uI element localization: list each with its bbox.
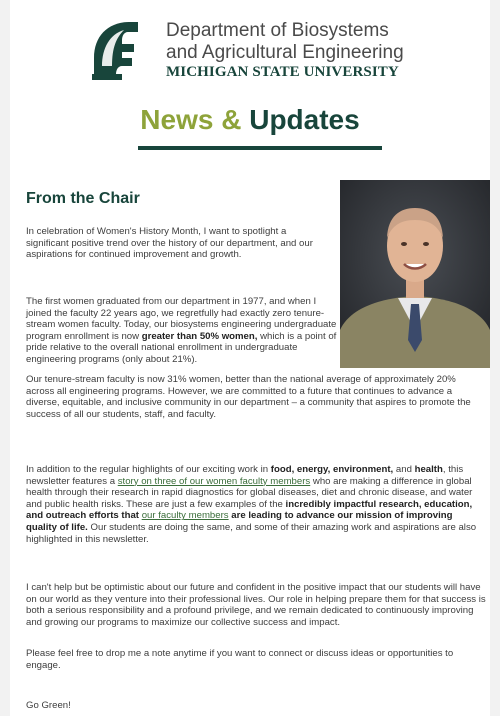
highlights-text-e: Our students are doing the same, and some of their amazing work and aspirations are also highlighted in this newsletter. [26, 521, 477, 545]
title-underline [138, 146, 382, 150]
section-heading: From the Chair [26, 190, 140, 207]
newsletter-page [10, 0, 490, 716]
highlights-bold-d: are leading to advance our mission of improving quality of life. [26, 510, 453, 533]
paragraph-contact: Please feel free to drop me a note anytime if you want to connect or discuss ideas or opportunities to engage. [26, 648, 454, 671]
highlights-bold-c: incredibly impactful research, education, and outreach efforts that [26, 498, 473, 522]
women-faculty-story-link[interactable]: story on three of our women faculty members [117, 475, 311, 487]
portrait-image [340, 180, 490, 368]
history-text-b: which is a point of pride relative to the overall national enrollment in undergraduate engineering programs (only about 21%). [26, 330, 337, 365]
highlights-text-b: and [395, 464, 412, 475]
paragraph-highlights [26, 464, 486, 545]
sign-off: Go Green! [26, 700, 71, 711]
department-line-1: Department of Biosystems [166, 20, 389, 41]
spartan-helmet-icon [88, 18, 144, 84]
highlights-bold-b: health [414, 464, 443, 475]
title-word-news: News & [140, 104, 242, 135]
paragraph-faculty: Our tenure-stream faculty is now 31% women, better than the national average of approximately 20% across all engineering programs. However, we are committed to a future that continues to advance a diverse, equitable, and inclusive community in our department – a community that aspires to promote the success of all our students, staff, and faculty. [26, 374, 471, 420]
paragraph-optimism: I can't help but be optimistic about our future and confident in the positive impact that our students will have on our world as they venture into their professional lives. Our role in helping prepare them for that success is both a serious responsibility and a profound privilege, and we remain dedicated to continuously improving and growing our programs to maximize our collective success and impact. [26, 582, 486, 628]
university-name: MICHIGAN STATE UNIVERSITY [166, 64, 399, 80]
newsletter-title [10, 104, 490, 136]
history-text-a: The first women graduated from our department in 1977, and when I joined the faculty 22 years ago, we regretfully had exactly zero tenure-stream women faculty. Today, our biosystems engineering undergraduate program enrollment is now [26, 296, 337, 342]
paragraph-history [26, 296, 338, 366]
title-word-updates: Updates [249, 104, 360, 135]
highlights-bold-a: food, energy, environment, [270, 464, 394, 475]
faculty-members-link[interactable]: our faculty members [141, 510, 229, 522]
highlights-text-a: In addition to the regular highlights of our exciting work in [26, 464, 269, 475]
history-highlight: greater than 50% women, [141, 330, 258, 342]
highlights-text-d: who are making a difference in global health through their research in rapid diagnostics for global diseases, diet and chronic disease, and water and public health risks. These are just a few examples of the [26, 475, 473, 510]
highlights-text-c: , this newsletter features a [26, 464, 464, 487]
department-name [166, 20, 404, 64]
header [10, 0, 490, 90]
chair-portrait [340, 180, 490, 368]
department-line-2: and Agricultural Engineering [166, 42, 404, 63]
paragraph-intro: In celebration of Women's History Month, I want to spotlight a significant positive trend over the history of our department, and our aspirations for continued improvement and growth. [26, 226, 313, 261]
